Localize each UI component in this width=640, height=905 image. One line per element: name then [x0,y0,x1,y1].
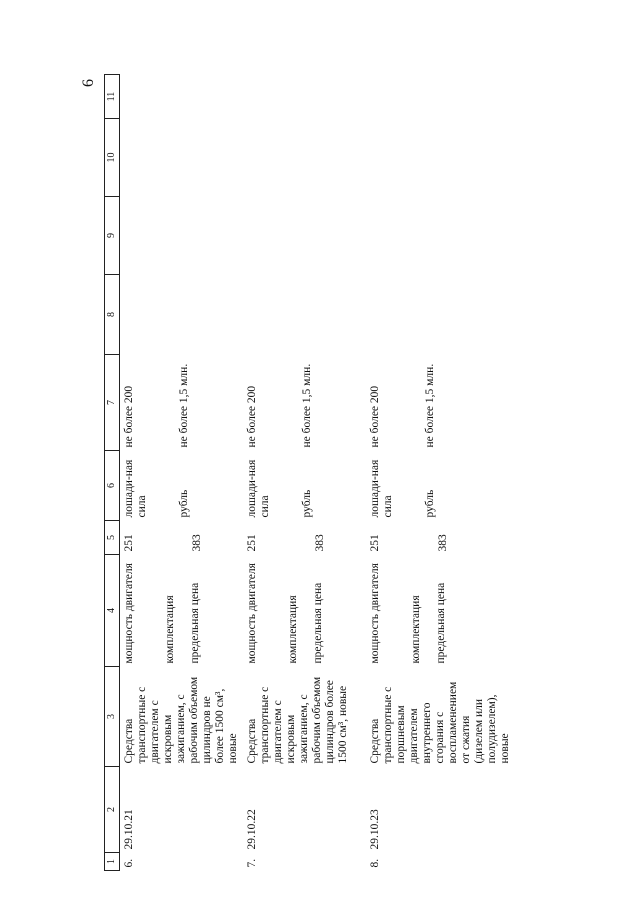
row-number: 6. [123,858,135,868]
unit-names [243,451,366,521]
value: не более 1,5 млн. [178,363,190,448]
char-price: предельная цена [434,582,447,664]
unit-codes [120,521,243,555]
col-5: 5 [105,521,120,555]
unit-name: лошади-ная сила [368,459,394,518]
unit-codes [366,521,512,555]
characteristics [366,555,512,667]
unit-names [120,451,243,521]
char-power: мощность двигателя [123,563,135,664]
unit-code: 383 [313,534,326,552]
unit-code: 251 [245,534,258,552]
data-table [104,74,512,871]
table-row [243,75,366,871]
col-7: 7 [105,355,120,451]
value: не более 200 [123,385,135,448]
empty-cell [120,197,243,275]
product-name: Средства транспортные с двигателем с искровым зажиганием, с рабочим объемом цилиндров не более 1500 см³, новые [123,676,239,764]
col-2: 2 [105,767,120,853]
empty-cell [243,275,366,355]
col-4: 4 [105,555,120,667]
col-10: 10 [105,119,120,197]
values [243,355,366,451]
empty-cell [243,75,366,119]
product-name: Средства транспортные с поршневым двигателем внутреннего сгорания с воспламенением от сжатия (дизелем или полудизелем), новые [368,681,511,764]
row-number: 8. [368,858,381,868]
unit-name: рубль [423,489,436,518]
empty-cell [120,275,243,355]
value: не более 200 [245,385,258,448]
empty-cell [120,75,243,119]
char-power: мощность двигателя [368,563,381,664]
unit-code: 383 [436,534,449,552]
table-row [120,75,243,871]
empty-cell [366,197,512,275]
unit-codes [243,521,366,555]
unit-names [366,451,512,521]
col-1: 1 [105,853,120,871]
unit-code: 251 [368,534,381,552]
okpd-code: 29.10.21 [123,809,135,850]
value: не более 1,5 млн. [423,363,436,448]
empty-cell [243,119,366,197]
value: не более 200 [368,385,381,448]
okpd-code: 29.10.23 [368,809,381,850]
char-equipment: комплектация [286,595,299,664]
header-row [105,75,120,871]
unit-code: 251 [123,534,135,552]
row-number: 7. [245,858,258,868]
unit-name: лошади-ная сила [245,459,271,518]
col-6: 6 [105,451,120,521]
char-price: предельная цена [189,582,201,664]
characteristics [243,555,366,667]
empty-cell [366,119,512,197]
value: не более 1,5 млн. [300,363,313,448]
table-row [366,75,512,871]
col-8: 8 [105,275,120,355]
unit-code: 383 [191,534,203,552]
char-equipment: комплектация [164,595,176,664]
unit-name: рубль [178,489,190,518]
col-11: 11 [105,75,120,119]
empty-cell [120,119,243,197]
product-name: Средства транспортные с двигателем с искровым зажиганием, с рабочим объемом цилиндров более 1500 см³, новые [245,676,349,764]
col-9: 9 [105,197,120,275]
char-power: мощность двигателя [245,563,258,664]
page-number: 6 [80,79,97,87]
values [120,355,243,451]
char-equipment: комплектация [409,595,422,664]
unit-name: рубль [300,489,313,518]
empty-cell [243,197,366,275]
empty-cell [366,75,512,119]
okpd-code: 29.10.22 [245,809,258,850]
empty-cell [366,275,512,355]
char-price: предельная цена [311,582,324,664]
characteristics [120,555,243,667]
values [366,355,512,451]
unit-name: лошади-ная сила [123,459,148,518]
col-3: 3 [105,667,120,767]
